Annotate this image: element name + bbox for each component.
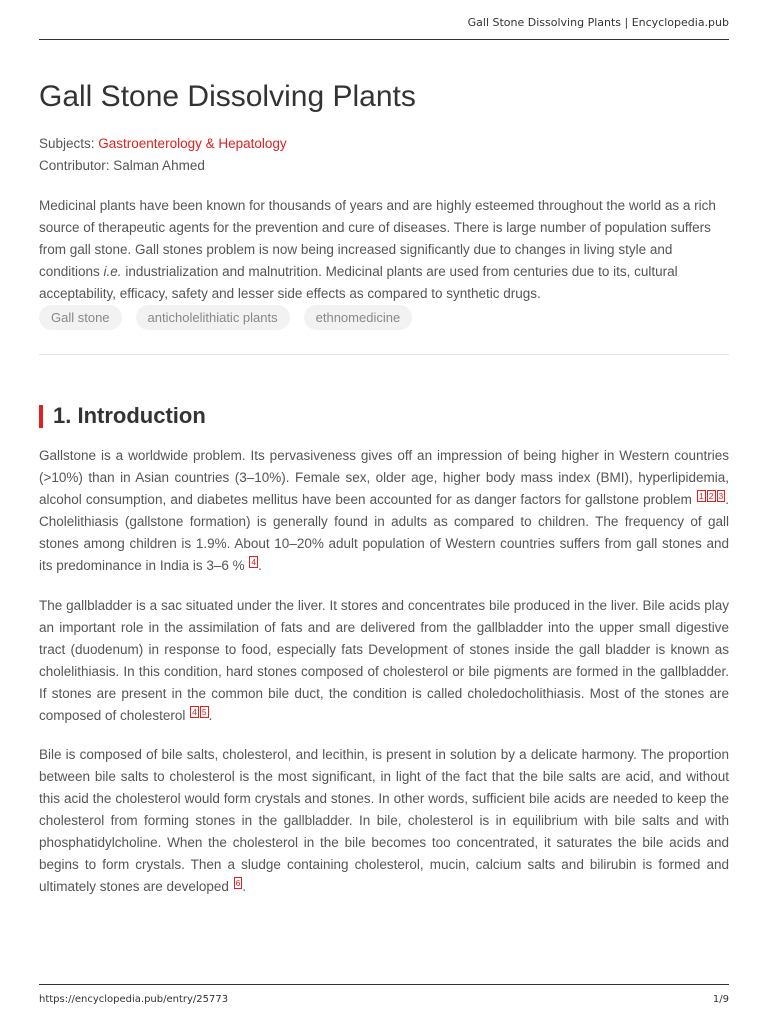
- footer-rule: [39, 984, 729, 985]
- paragraph-2: [39, 595, 729, 727]
- paragraph-text: . Cholelithiasis (gallstone formation) is generally found in adults as compared to children. The frequency of gall stones among children is 1.9%. About 10–20% adult population of Western countries suffers from gall stones and its predominance in India is 3–6 %: [39, 492, 729, 573]
- header-rule: [39, 39, 729, 40]
- section-accent-bar: [39, 405, 43, 428]
- citation-link[interactable]: 5: [201, 706, 207, 717]
- page-number: 1/9: [712, 994, 729, 1005]
- abstract-italic: i.e.: [103, 264, 122, 279]
- section-heading: [39, 403, 206, 429]
- abstract: [39, 195, 729, 305]
- running-header: Gall Stone Dissolving Plants | Encyclopedia.pub: [467, 16, 729, 29]
- contributor-line: Contributor: Salman Ahmed: [39, 158, 205, 173]
- paragraph-3: [39, 744, 729, 898]
- page-title: Gall Stone Dissolving Plants: [39, 80, 416, 113]
- keyword-tag[interactable]: anticholelithiatic plants: [136, 305, 290, 330]
- paragraph-text: Gallstone is a worldwide problem. Its pervasiveness gives off an impression of being higher in Western countries (>10%) than in Asian countries (3–10%). Female sex, older age, higher body mass index (BMI), hyperlipidemia, alcohol consumption, and diabetes mellitus have been accounted for as danger factors for gallstone problem: [39, 448, 729, 507]
- abstract-text-1: Medicinal plants have been known for thousands of years and are highly esteemed throughout the world as a rich source of therapeutic agents for the prevention and cure of diseases. There is large number of population suffers from gall stone. Gall stones problem is now being increased significantly due to changes in living style and conditions: [39, 198, 716, 279]
- subjects-label: Subjects:: [39, 136, 99, 151]
- paragraph-1: [39, 445, 729, 577]
- citation-link[interactable]: 3: [718, 490, 724, 501]
- footer-url[interactable]: https://encyclopedia.pub/entry/25773: [39, 994, 229, 1005]
- keyword-tags: [39, 305, 412, 330]
- citation-link[interactable]: 1: [699, 490, 704, 501]
- paragraph-text: The gallbladder is a sac situated under the liver. It stores and concentrates bile produced in the liver. Bile acids play an important role in the assimilation of fats and are delivered from the gallbladder into the upper small digestive tract (duodenum) in response to food, especially fats Development of stones inside the gall bladder is known as cholelithiasis. In this condition, hard stones composed of cholesterol or bile pigments are formed in the gallbladder. If stones are present in the common bile duct, the condition is called choledocholithiasis. Most of the stones are composed of cholesterol: [39, 598, 729, 723]
- keyword-tag[interactable]: ethnomedicine: [304, 305, 413, 330]
- subjects-line: [39, 136, 287, 151]
- section-divider: [39, 354, 729, 355]
- section-title: 1. Introduction: [53, 403, 206, 428]
- citation-link[interactable]: 4: [192, 706, 197, 717]
- paragraph-text: Bile is composed of bile salts, cholesterol, and lecithin, is present in solution by a delicate harmony. The proportion between bile salts to cholesterol is the most significant, in light of the fact that the bile salts are acid, and without this acid the cholesterol would form crystals and stones. In other words, sufficient bile acids are needed to keep the cholesterol from forming stones in the gallbladder. In bile, cholesterol is in equilibrium with bile salts and with phosphatidylcholine. When the cholesterol in the bile becomes too concentrated, it saturates the bile acids and begins to form crystals. Then a sludge containing cholesterol, mucin, calcium salts and bilirubin is formed and ultimately stones are developed: [39, 747, 729, 894]
- subject-link[interactable]: Gastroenterology & Hepatology: [98, 136, 287, 151]
- paragraph-text: .: [242, 879, 247, 894]
- abstract-text-2: industrialization and malnutrition. Medicinal plants are used from centuries due to its, cultural acceptability, efficacy, safety and lesser side effects as compared to synthetic drugs.: [39, 264, 678, 301]
- paragraph-text: .: [258, 558, 262, 573]
- citation-link[interactable]: 6: [235, 877, 241, 888]
- keyword-tag[interactable]: Gall stone: [39, 305, 122, 330]
- paragraph-text: .: [208, 708, 213, 723]
- citation-link[interactable]: 4: [251, 556, 257, 567]
- citation-link[interactable]: 2: [708, 490, 714, 501]
